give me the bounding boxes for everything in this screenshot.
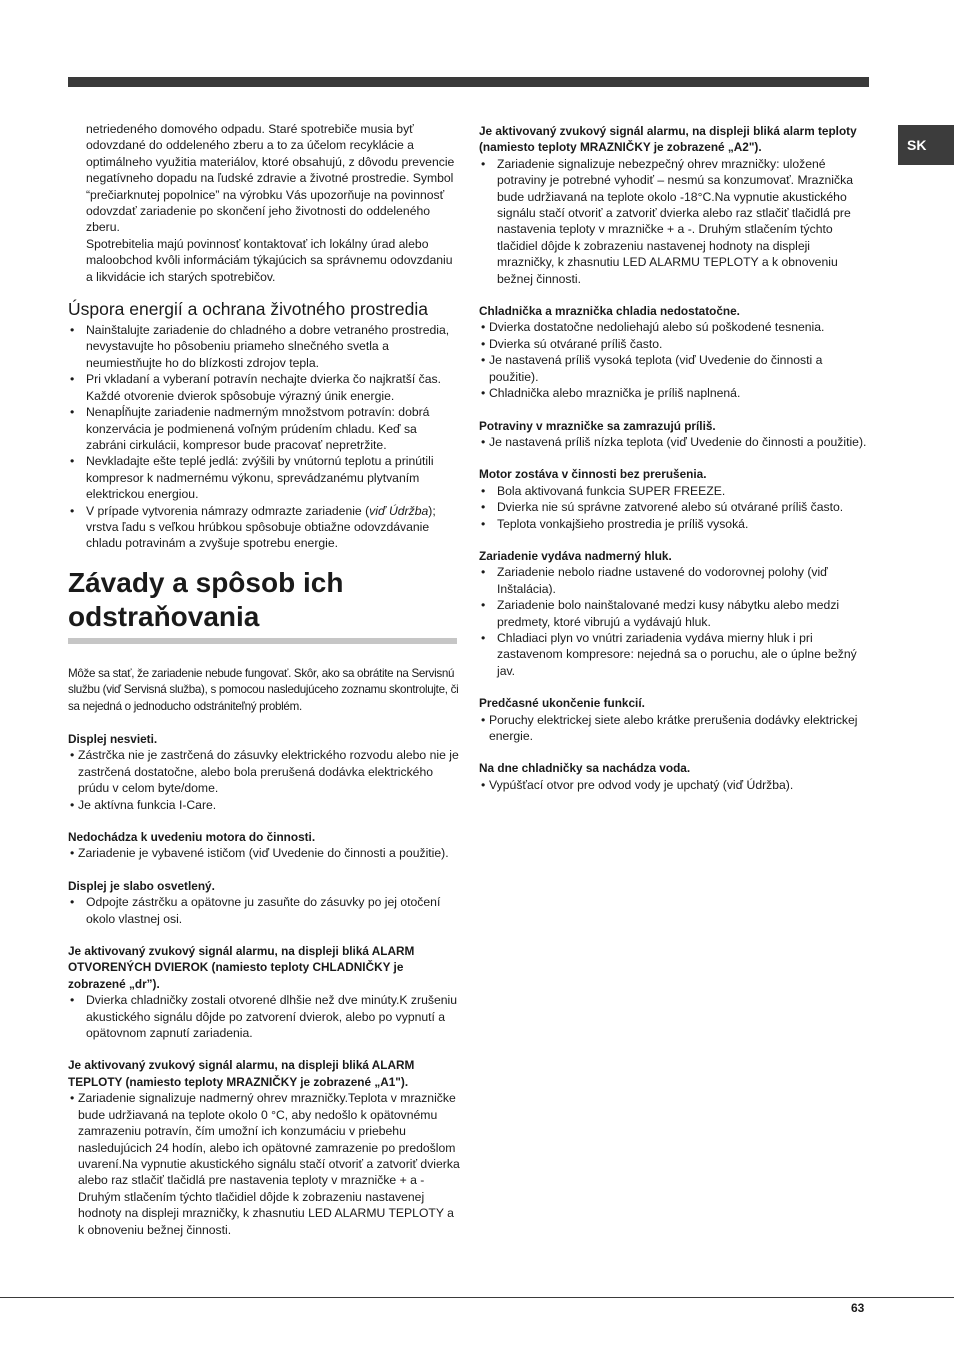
cross-reference: viď Údržba bbox=[369, 503, 429, 518]
list-item: • Chladiaci plyn vo vnútri zariadenia vydáva mierny hluk i pri zastavenom kompresore: nejedná sa o poruchu, ale o úplne bežný jav. bbox=[479, 630, 869, 679]
list-item: • Bola aktivovaná funkcia SUPER FREEZE. bbox=[479, 483, 869, 499]
problem-list bbox=[479, 319, 869, 401]
header-rule bbox=[68, 77, 869, 87]
problem-heading: Displej nesvieti. bbox=[68, 731, 158, 746]
list-item: • Nainštalujte zariadenie do chladného a dobre vetraného prostredia, nevystavujte ho pôsobeniu priameho slnečného svetla a neumiestňujte ho do blízkosti zdrojov tepla. bbox=[68, 322, 460, 371]
list-item: • Dvierka sú otvárané príliš často. bbox=[479, 336, 869, 352]
list-item: • Je nastavená príliš vysoká teplota (viď Uvedenie do činnosti a použitie). bbox=[479, 352, 869, 385]
problem-list bbox=[68, 992, 460, 1041]
problem-heading: Zariadenie vydáva nadmerný hluk. bbox=[479, 548, 672, 563]
problem-list bbox=[68, 894, 460, 927]
problem-list bbox=[479, 434, 869, 450]
list-item: • Vypúšťací otvor pre odvod vody je upchatý (viď Údržba). bbox=[479, 777, 869, 793]
left-column bbox=[68, 121, 460, 1238]
list-item: • V prípade vytvorenia námrazy odmrazte zariadenie (viď Údržba); vrstva ľadu s veľkou hrúbkou spôsobuje obtiažne odovzdávanie chladu potravinám a zvyšuje spotrebu energie. bbox=[68, 503, 460, 552]
list-item: • Je nastavená príliš nízka teplota (viď Uvedenie do činnosti a použitie). bbox=[479, 434, 869, 450]
problem-list bbox=[68, 747, 460, 813]
problem-heading: Chladnička a mraznička chladia nedostatočne. bbox=[479, 304, 740, 319]
list-item: • Zariadenie signalizuje nebezpečný ohrev mrazničky: uložené potraviny je potrebné vyhodiť – nesmú sa konzumovať. Mraznička bude udržiavaná na teplote okolo -18°C.Na vypnutie akustického signálu stačí otvoriť a zatvoriť dvierka alebo raz stlačiť tlačidlá pre nastavenia teploty v mrazničke + a -. Druhým stlačením týchto tlačidiel dôjde k zobrazeniu nastavenej hodnoty na displeji mrazničky, k zhasnutiu LED ALARMU TEPLOTY a k obnoveniu bežnej činnosti. bbox=[479, 156, 869, 287]
list-item: • Nevkladajte ešte teplé jedlá: zvýšili by vnútornú teplotu a prinútili kompresor k nadmernému výkonu, sprevádzanému plytvaním elektrickou energiou. bbox=[68, 453, 460, 502]
problem-heading: Motor zostáva v činnosti bez prerušenia. bbox=[479, 467, 707, 482]
list-item: • Teplota vonkajšieho prostredia je príliš vysoká. bbox=[479, 516, 869, 532]
problem-list bbox=[68, 845, 460, 861]
problem-list bbox=[479, 777, 869, 793]
problem-heading: Potraviny v mrazničke sa zamrazujú príliš. bbox=[479, 418, 716, 433]
page-title: Závady a spôsob ich odstraňovania bbox=[68, 566, 344, 632]
problem-heading: Nedochádza k uvedeniu motora do činnosti. bbox=[68, 830, 316, 844]
problem-list bbox=[479, 712, 869, 745]
intro-paragraph: Môže sa stať, že zariadenie nebude fungovať. Skôr, ako sa obrátite na Servisnú službu (viď Servisná služba), s pomocou nasledujúceho zoznamu skontrolujte, či sa nejedná o jednoducho odstrániteľný problém. bbox=[68, 666, 459, 713]
problem-heading: Predčasné ukončenie funkcií. bbox=[479, 696, 645, 711]
list-item: • Nenapĺňujte zariadenie nadmerným množstvom potravín: dobrá konzervácia je podmienená voľným prúdením chladu. Keď sa zabráni cirkulácii, kompresor bude pracovať nepretržite. bbox=[68, 404, 460, 453]
energy-section-title: Úspora energií a ochrana životného prostredia bbox=[68, 299, 428, 320]
list-item: • Chladnička alebo mraznička je príliš naplnená. bbox=[479, 385, 869, 401]
list-item: • Odpojte zástrčku a opätovne ju zasuňte do zásuvky po jej otočení okolo vlastnej osi. bbox=[68, 894, 460, 927]
list-item: • Zariadenie bolo nainštalované medzi kusy nábytku alebo medzi predmety, ktoré vibrujú a vydávajú hluk. bbox=[479, 597, 869, 630]
problem-list bbox=[479, 564, 869, 679]
list-item: • Je aktívna funkcia I-Care. bbox=[68, 797, 460, 813]
problem-heading: Na dne chladničky sa nachádza voda. bbox=[479, 761, 691, 776]
problem-list bbox=[479, 483, 869, 532]
language-tab: SK bbox=[898, 125, 954, 165]
problem-heading: Je aktivovaný zvukový signál alarmu, na displeji bliká alarm teploty (namiesto teploty MRAZNIČKY je zobrazené „A2"). bbox=[479, 124, 857, 155]
recycling-paragraph: netriedeného domového odpadu. Staré spotrebiče musia byť odovzdané do oddeleného zberu a to za účelom recyklácie a optimálneho využitia materiálov, ktoré obsahujú, z dôvodu prevencie negatívneho dopadu na ľudské zdravie a životné prostredie. Symbol “prečiarknutej popolnice” na výrobku Vás upozorňuje na povinnosť odovzdať zariadenie po skončení jeho životnosti do oddeleného zberu. bbox=[86, 122, 455, 235]
title-underline bbox=[68, 638, 457, 644]
problem-heading: Je aktivovaný zvukový signál alarmu, na displeji bliká ALARM TEPLOTY (namiesto teploty MRAZNIČKY je zobrazené „A1"). bbox=[68, 1058, 415, 1089]
list-item: • Poruchy elektrickej siete alebo krátke prerušenia dodávky elektrickej energie. bbox=[479, 712, 869, 745]
list-item: • Zástrčka nie je zastrčená do zásuvky elektrického rozvodu alebo nie je zastrčená dostatočne, alebo bola prerušená dodávka elektrického prúdu v celom byte/dome. bbox=[68, 747, 460, 796]
list-item: • Dvierka nie sú správne zatvorené alebo sú otvárané príliš často. bbox=[479, 499, 869, 515]
problem-heading: Displej je slabo osvetlený. bbox=[68, 878, 215, 893]
list-item: • Zariadenie signalizuje nadmerný ohrev mrazničky.Teplota v mrazničke bude udržiavaná na teplote okolo 0 °C, aby nedošlo k opätovnému zamrazeniu potravín, čím umožní ich konzumáciu v priebehu nasledujúcich 24 hodín, alebo ich opätovné zamrazenie po predošlom uvarení.Na vypnutie akustického signálu stačí otvoriť a zatvoriť dvierka alebo raz stlačiť tlačidlá pre nastavenia teploty v mrazničke + a -Druhým stlačením týchto tlačidiel dôjde k zobrazeniu nastavenej hodnoty na displeji mrazničky, k zhasnutiu LED ALARMU TEPLOTY a k obnoveniu bežnej činnosti. bbox=[68, 1090, 460, 1238]
recycling-paragraph-2: Spotrebitelia majú povinnosť kontaktovať ich lokálny úrad alebo maloobchod kvôli informáciám týkajúcich sa správnemu odovzdaniu a likvidácie ich starých spotrebičov. bbox=[86, 236, 453, 284]
list-item: • Dvierka chladničky zostali otvorené dlhšie než dve minúty.K zrušeniu akustického signálu dôjde po zatvorení dvierok, alebo po vypnutí a opätovnom zapnutí zariadenia. bbox=[68, 992, 460, 1041]
energy-list bbox=[68, 322, 460, 552]
right-column bbox=[479, 123, 869, 793]
list-item: • Pri vkladaní a vyberaní potravín nechajte dvierka čo najkratší čas. Každé otvorenie dvierok spôsobuje výrazný únik energie. bbox=[68, 371, 460, 404]
problem-list bbox=[479, 156, 869, 287]
page-number: 63 bbox=[851, 1301, 865, 1315]
list-item: • Zariadenie je vybavené ističom (viď Uvedenie do činnosti a použitie). bbox=[68, 845, 460, 861]
list-item: • Dvierka dostatočne nedoliehajú alebo sú poškodené tesnenia. bbox=[479, 319, 869, 335]
problem-heading: Je aktivovaný zvukový signál alarmu, na displeji bliká ALARM OTVORENÝCH DVIEROK (namiesto teploty CHLADNIČKY je zobrazené „dr”). bbox=[68, 944, 415, 991]
problem-list bbox=[68, 1090, 460, 1238]
list-item: • Zariadenie nebolo riadne ustavené do vodorovnej polohy (viď Inštalácia). bbox=[479, 564, 869, 597]
footer-rule bbox=[0, 1297, 954, 1298]
